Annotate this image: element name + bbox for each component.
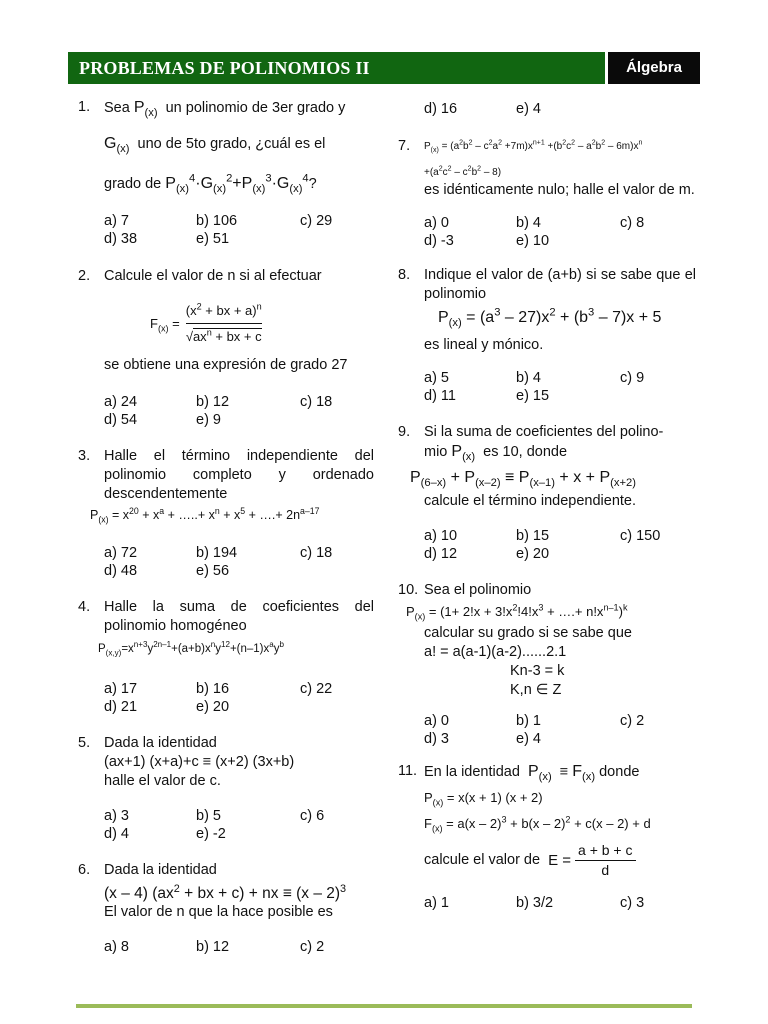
problem-8-formula: $P_{(x)} = (a^3 - 27)x^2 + (b^3 - 7)x + 5$ [438,306,662,330]
option-b[interactable]: b) 12 [196,394,230,410]
problem-1-line1: Sea $P_{(x)}$ un polinomio de 3er grado y [104,99,346,120]
option-a[interactable]: a) 10 [424,528,458,544]
problem-8-options [424,369,696,405]
option-b[interactable]: b) 4 [516,215,541,231]
problem-9-options [424,527,696,563]
problem-number: 9. [398,424,411,440]
option-a[interactable]: a) 1 [424,895,449,911]
problem-9-after: calcule el término independiente. [424,493,636,509]
problem-8-text: Indique el valor de (a+b) si se sabe que el polinomio [424,267,696,302]
problem-11-formula2: $F_{(x)} = a(x - 2)^3 + b(x - 2)^2 + c(x - 2) + d$ [424,814,651,834]
problem-8 [398,266,696,304]
option-d[interactable]: d) 48 [104,563,138,579]
problem-10-after3: Kn-3 = k [510,663,565,679]
left-column [78,98,374,956]
problem-number: 7. [398,138,411,154]
option-d[interactable]: d) 21 [104,699,138,715]
problem-number: 4. [78,599,91,615]
option-e[interactable]: e) 4 [516,101,541,117]
problem-4-options [104,680,374,716]
option-b[interactable]: b) 12 [196,939,230,955]
problem-6-options [104,938,374,956]
option-b[interactable]: b) 3/2 [516,895,554,911]
problem-11-options [424,894,696,912]
problem-1-options [104,212,374,248]
problem-7-options [424,214,696,250]
problem-11-calc: calcule el valor de [424,851,541,868]
problem-10-formula: $P_{(x)} = (1+ 2!x + 3!x^2!4!x^3$ + ….+ $n!x^{n-1})^k$ [406,602,628,622]
option-a[interactable]: a) 0 [424,713,449,729]
problem-4 [78,598,374,636]
problem-7-text: es idénticamente nulo; halle el valor de m. [424,182,695,198]
page-title: PROBLEMAS DE POLINOMIOS II [79,58,370,78]
problem-8-after: es lineal y mónico. [424,337,544,353]
option-a[interactable]: a) 17 [104,681,138,697]
option-a[interactable]: a) 3 [104,808,129,824]
problem-2-after: se obtiene una expresión de grado 27 [104,357,348,373]
problem-5-text3: halle el valor de c. [104,773,221,789]
option-c[interactable]: c) 3 [620,895,645,911]
option-d[interactable]: d) 4 [104,826,129,842]
problem-10-after1: calcular su grado si se sabe que [424,625,632,641]
problem-6-text1: Dada la identidad [104,862,217,878]
problem-5-options [104,807,374,843]
problem-2-options [104,393,374,429]
option-e[interactable]: e) -2 [196,826,226,842]
problem-9-line1: Si la suma de coeficientes del polino- [424,424,664,440]
option-d[interactable]: d) 16 [424,101,458,117]
option-d[interactable]: d) 38 [104,231,138,247]
option-d[interactable]: d) 54 [104,412,138,428]
option-a[interactable]: a) 5 [424,370,449,386]
option-b[interactable]: b) 16 [196,681,230,697]
option-c[interactable]: c) 9 [620,370,645,386]
option-b[interactable]: b) 4 [516,370,541,386]
problem-9 [398,423,696,462]
option-e[interactable]: e) 4 [516,731,541,747]
problem-number: 10. [398,582,419,598]
problem-7 [398,137,696,157]
subject-tag: Álgebra [608,52,700,84]
option-c[interactable]: c) 22 [300,681,333,697]
problem-7-formula-line2: $+(a^2c^2 - c^2b^2 - 8)$ [424,165,502,178]
option-a[interactable]: a) 0 [424,215,449,231]
problem-1 [78,98,374,200]
footer-divider [76,1004,692,1008]
page-header [68,52,700,84]
right-column [398,98,696,912]
problem-number: 8. [398,267,411,283]
problem-number: 1. [78,99,91,115]
problem-3 [78,447,374,504]
problem-number: 11. [398,763,418,779]
option-e[interactable]: e) 15 [516,388,550,404]
option-c[interactable]: c) 18 [300,545,333,561]
option-c[interactable]: c) 18 [300,394,333,410]
option-d[interactable]: d) -3 [424,233,454,249]
problem-11-formula1: $P_{(x)} = x(x + 1) (x + 2)$ [424,790,543,808]
problem-2 [78,267,374,286]
option-b[interactable]: b) 1 [516,713,541,729]
problem-1-line3: grado de $P_{(x)}^4\cdot G_{(x)}^2+P_{(x)}^3\cdot G_{(x)}^4$? [104,172,317,196]
problem-3-formula: $P_{(x)} = x^{20} + x^a$ + …..+ $x^n + x^5$ + ….+ $2n^{a-17}$ [90,505,320,525]
problem-2-text: Calcule el valor de n si al efectuar [104,268,322,284]
option-b[interactable]: b) 106 [196,213,238,229]
problem-10-after2: a! = a(a-1)(a-2)......2.1 [424,644,567,660]
option-e[interactable]: e) 51 [196,231,230,247]
problem-number: 5. [78,735,91,751]
problem-10-options [424,712,696,748]
problem-11 [398,762,696,782]
problem-11-eq-denominator: d [601,861,610,878]
problem-number: 3. [78,448,91,464]
problem-10 [398,581,696,600]
option-b[interactable]: b) 5 [196,808,221,824]
problem-11-text: En la identidad $P_{(x)} \equiv F_{(x)}$ donde [424,763,640,784]
problem-1-line2: $G_{(x)}$ uno de 5to grado, ¿cuál es el [104,135,326,156]
problem-5-text1: Dada la identidad [104,735,217,751]
option-d[interactable]: d) 3 [424,731,449,747]
problem-6-text2: El valor de n que la hace posible es [104,904,333,920]
problem-4-formula: $P_{(x,y)}=x^{n+3}y^{2n-1}+(a+b)x^ny^{12}+(n-1)x^ay^b$ [98,640,284,658]
problem-11-eq [424,840,696,880]
option-a[interactable]: a) 72 [104,545,138,561]
option-d[interactable]: d) 12 [424,546,458,562]
problem-6 [78,861,374,922]
option-c[interactable]: c) 2 [620,713,645,729]
problem-5 [78,734,374,791]
option-e[interactable]: e) 20 [196,699,230,715]
problem-10-text: Sea el polinomio [424,582,532,598]
option-b[interactable]: b) 15 [516,528,550,544]
option-c[interactable]: c) 6 [300,808,325,824]
problem-9-line2: mio $P_{(x)}$ es 10, donde [424,443,568,464]
option-c[interactable]: c) 150 [620,528,661,544]
problem-3-text: Halle el término independiente del polinomio completo y ordenado descendentemente [104,448,374,502]
option-d[interactable]: d) 11 [424,388,456,404]
problem-number: 6. [78,862,91,878]
option-c[interactable]: c) 8 [620,215,645,231]
problem-10-after4: K,n ∈ Z [510,682,562,698]
problem-5-text2: (ax+1) (x+a)+c ≡ (x+2) (3x+b) [104,754,295,770]
problem-9-formula: $P_{(6-x)} + P_{(x-2)} \equiv P_{(x-1)} + x + P_{(x+2)}$ [410,469,636,490]
option-b[interactable]: b) 194 [196,545,238,561]
problem-number: 2. [78,268,91,284]
option-a[interactable]: a) 7 [104,213,129,229]
option-e[interactable]: e) 10 [516,233,550,249]
option-a[interactable]: a) 24 [104,394,138,410]
problem-7-formula-line1: $P_{(x)} = (a^2b^2 - c^2a^2 +7m)x^{n+1} +(b^2c^2 - a^2b^2 - 6m)x^n$ [424,139,643,154]
problem-2-formula: $F_{(x)}$ = ($x^2$ + bx + a)$^n$ $√ax^n$ + bx + c [150,301,262,344]
problem-6-formula: (x – 4) ($ax^2$ + bx + c) + nx ≡ (x – 2)$^3$ [104,882,347,902]
problem-3-options [104,544,374,580]
option-e[interactable]: e) 9 [196,412,221,428]
option-e[interactable]: e) 56 [196,563,230,579]
option-c[interactable]: c) 2 [300,939,325,955]
problem-6-options-continued [424,100,696,118]
option-c[interactable]: c) 29 [300,213,333,229]
problem-11-eq-lhs: E = [548,851,572,869]
option-a[interactable]: a) 8 [104,939,129,955]
option-e[interactable]: e) 20 [516,546,550,562]
problem-11-eq-numerator: a + b + c [575,841,635,861]
problem-4-text: Halle la suma de coeficientes del polinomio homogéneo [104,599,374,634]
